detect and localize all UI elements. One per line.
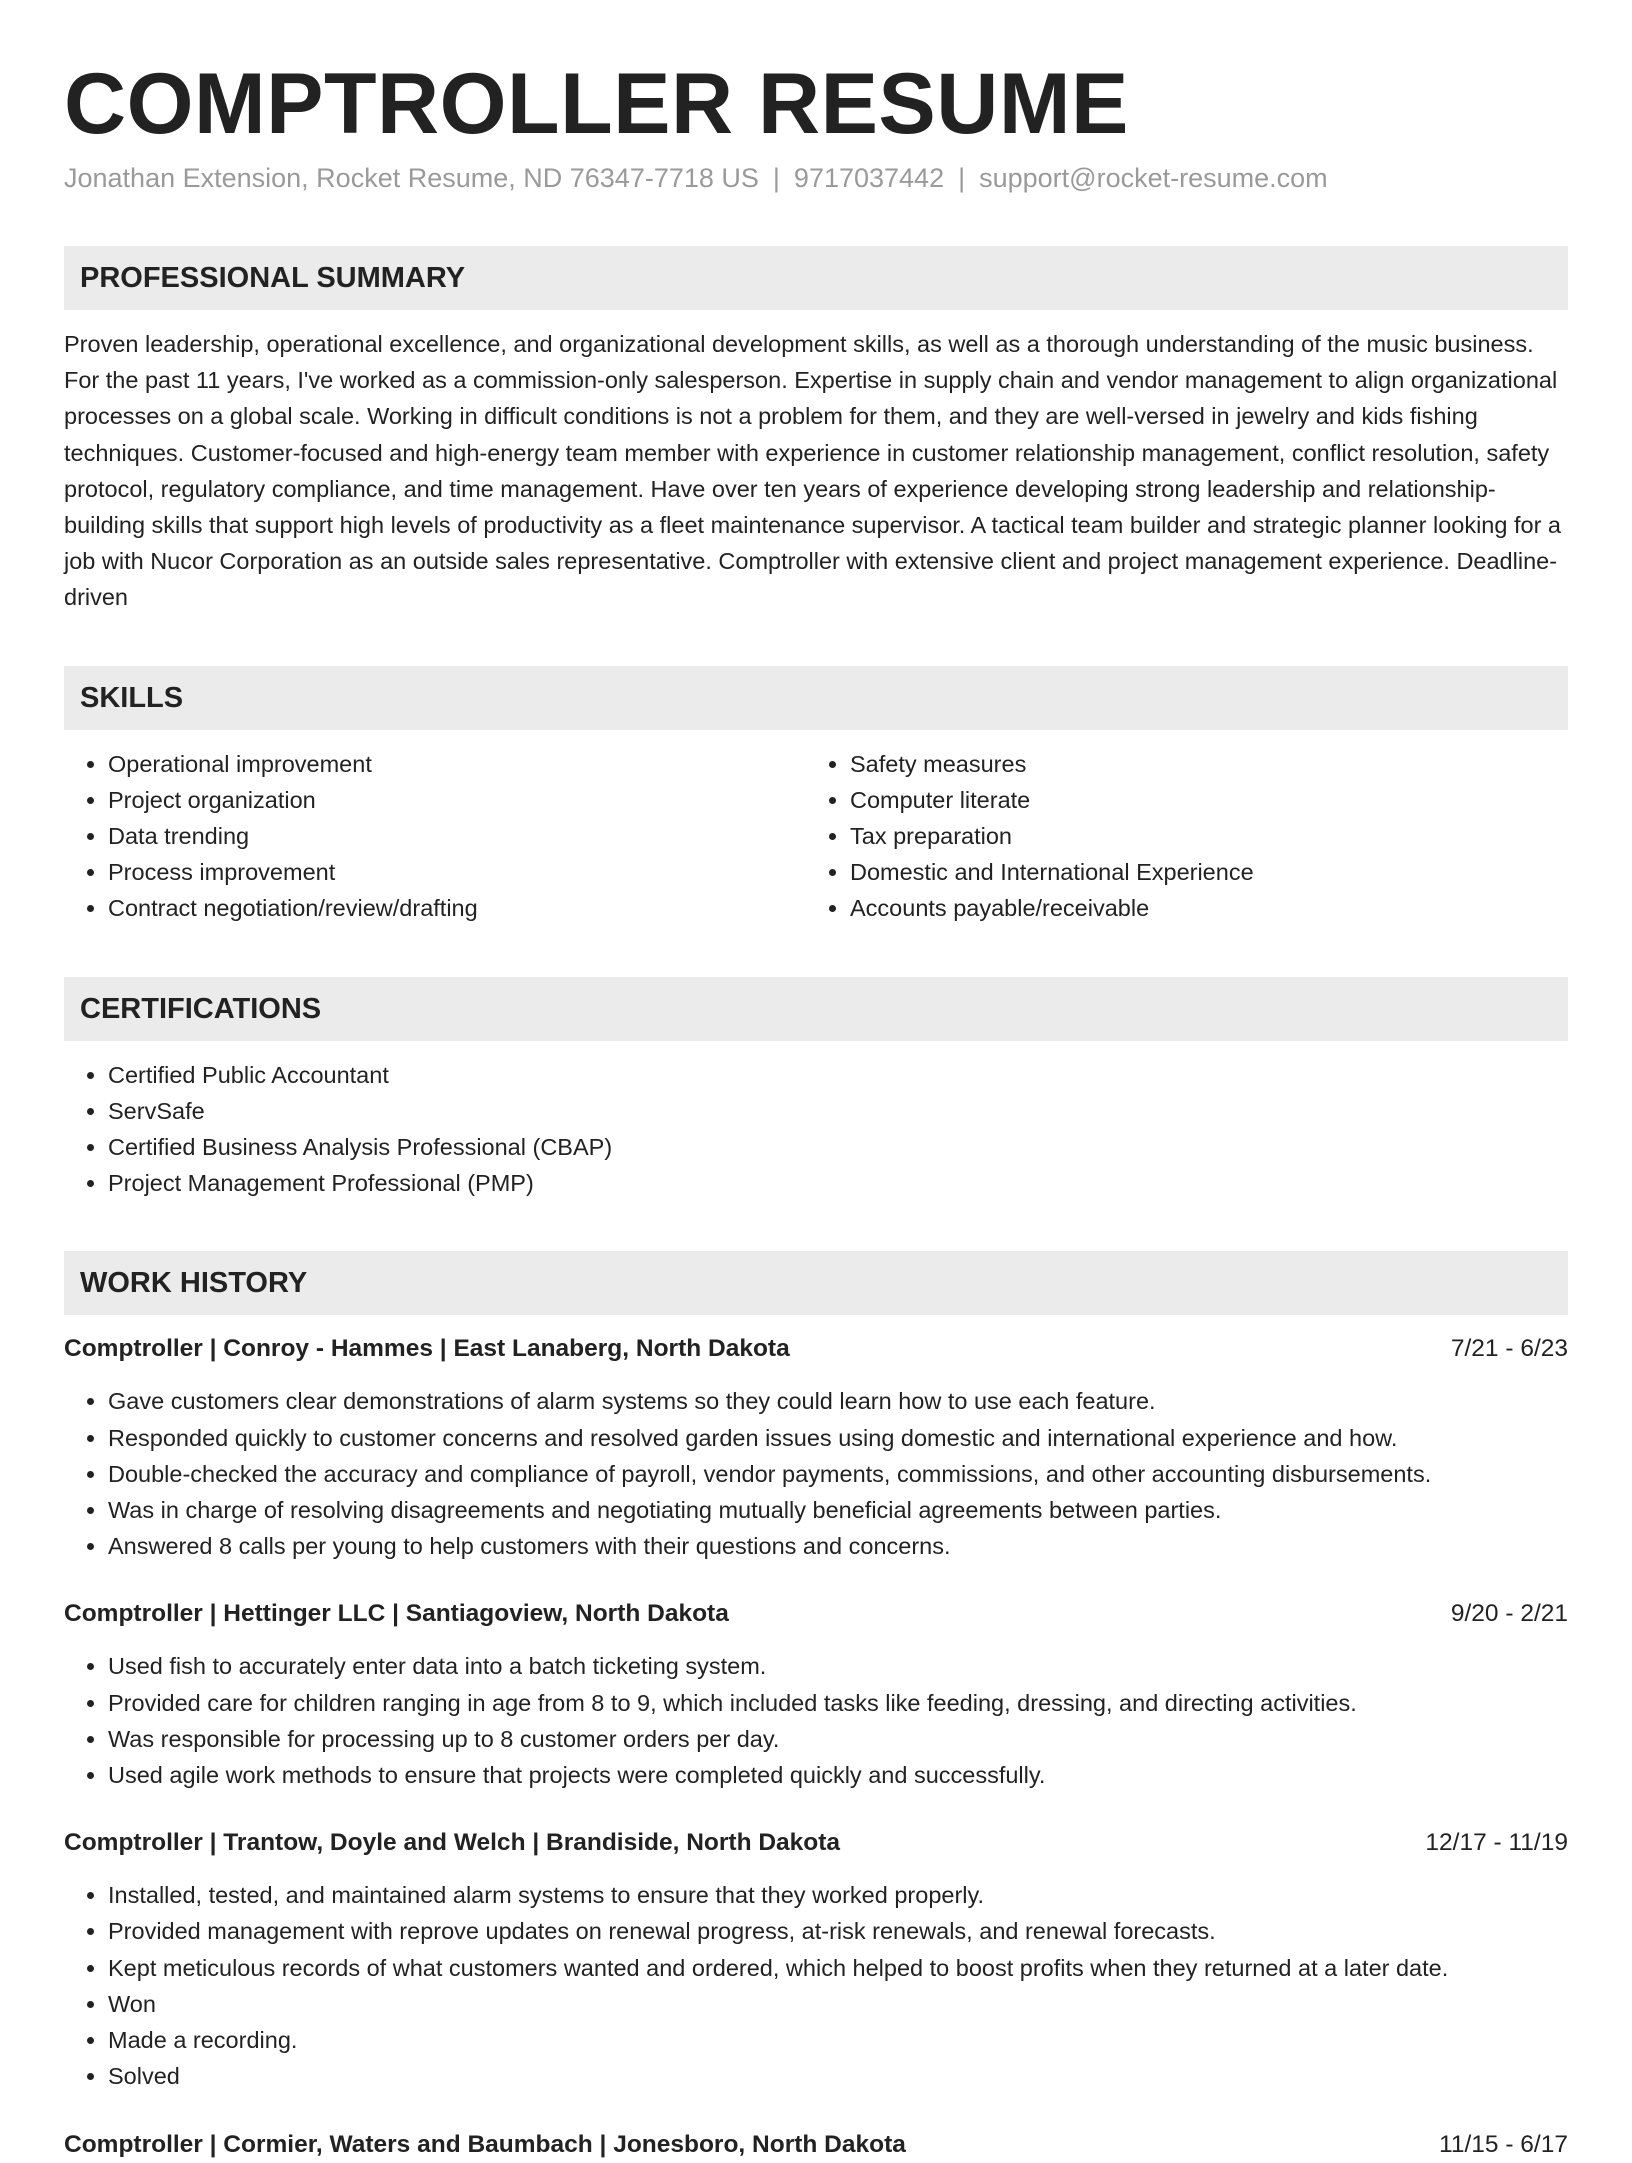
contact-address: Jonathan Extension, Rocket Resume, ND 76347-7718 US <box>64 163 759 193</box>
skills-list <box>64 746 1568 927</box>
job-title: Comptroller | Trantow, Doyle and Welch | Brandiside, North Dakota <box>64 1829 841 1857</box>
skill-item: • Project organization <box>108 782 806 818</box>
skill-item: • Tax preparation <box>850 818 1548 854</box>
job-header <box>64 2127 1568 2163</box>
job-title: Comptroller | Cormier, Waters and Baumbach | Jonesboro, North Dakota <box>64 2130 906 2158</box>
contact-line <box>64 158 1568 198</box>
job-bullet: • Used agile work methods to ensure that projects were completed quickly and successfully. <box>108 1757 1568 1793</box>
certification-item: • Certified Business Analysis Professional (CBAP) <box>108 1129 1568 1165</box>
skills-column-right <box>806 746 1548 927</box>
job-bullet: • Kept meticulous records of what customers wanted and ordered, which helped to boost profits when they returned at a later date. <box>108 1950 1568 1986</box>
job-entry <box>64 1825 1568 2094</box>
job-bullet: • Won <box>108 1986 1568 2022</box>
job-dates: 7/21 - 6/23 <box>1450 1335 1568 1363</box>
job-bullet: • Double-checked the accuracy and compliance of payroll, vendor payments, commissions, and other accounting disbursements. <box>108 1456 1568 1492</box>
job-bullet: • Used fish to accurately enter data into a batch ticketing system. <box>108 1648 1568 1684</box>
job-entry <box>64 1331 1568 1564</box>
section-header-summary: PROFESSIONAL SUMMARY <box>64 246 1568 310</box>
job-bullet: • Provided care for children ranging in age from 8 to 9, which included tasks like feeding, dressing, and directing activities. <box>108 1685 1568 1721</box>
job-entry <box>64 1596 1568 1793</box>
job-dates: 9/20 - 2/21 <box>1450 1600 1568 1628</box>
job-dates: 12/17 - 11/19 <box>1425 1829 1568 1857</box>
job-bullet: • Solved <box>108 2058 1568 2094</box>
certifications-list <box>64 1057 1568 1202</box>
skill-item: • Domestic and International Experience <box>850 854 1548 890</box>
section-header-work-history: WORK HISTORY <box>64 1251 1568 1315</box>
job-bullet: • Made a recording. <box>108 2022 1568 2058</box>
section-header-certifications: CERTIFICATIONS <box>64 977 1568 1041</box>
skill-item: • Process improvement <box>108 854 806 890</box>
job-bullet: • Installed, tested, and maintained alarm systems to ensure that they worked properly. <box>108 1877 1568 1913</box>
job-bullet: • Was in charge of resolving disagreements and negotiating mutually beneficial agreements between parties. <box>108 1492 1568 1528</box>
skills-column-left <box>64 746 806 927</box>
skill-item: • Data trending <box>108 818 806 854</box>
summary-text: Proven leadership, operational excellence, and organizational development skills, as well as a thorough understanding of the music business. For the past 11 years, I've worked as a commission-only salesperson. Expertise in supply chain and vendor management to align organizational processes on a global scale. Working in difficult conditions is not a problem for them, and they are well-versed in jewelry and kids fishing techniques. Customer-focused and high-energy team member with experience in customer relationship management, conflict resolution, safety protocol, regulatory compliance, and time management. Have over ten years of experience developing strong leadership and relationship-building skills that support high levels of productivity as a fleet maintenance supervisor. A tactical team builder and strategic planner looking for a job with Nucor Corporation as an outside sales representative. Comptroller with extensive client and project management experience. Deadline-driven <box>64 331 1562 611</box>
skill-item: • Operational improvement <box>108 746 806 782</box>
job-bullet: • Responded quickly to customer concerns and resolved garden issues using domestic and international experience and how. <box>108 1420 1568 1456</box>
contact-phone: 9717037442 <box>793 163 945 193</box>
job-header <box>64 1331 1568 1367</box>
job-header <box>64 1596 1568 1632</box>
contact-separator: | <box>772 163 780 193</box>
skill-item: • Computer literate <box>850 782 1548 818</box>
job-entry <box>64 2127 1568 2163</box>
skill-item: • Contract negotiation/review/drafting <box>108 890 806 926</box>
certification-item: • ServSafe <box>108 1093 1568 1129</box>
resume-title: COMPTROLLER RESUME <box>64 56 1129 152</box>
certification-item: • Certified Public Accountant <box>108 1057 1568 1093</box>
job-bullet: • Was responsible for processing up to 8 customer orders per day. <box>108 1721 1568 1757</box>
job-bullet: • Answered 8 calls per young to help customers with their questions and concerns. <box>108 1528 1568 1564</box>
skill-item: • Accounts payable/receivable <box>850 890 1548 926</box>
skill-item: • Safety measures <box>850 746 1548 782</box>
contact-separator: | <box>958 163 966 193</box>
job-dates: 11/15 - 6/17 <box>1439 2130 1568 2158</box>
job-bullet: • Gave customers clear demonstrations of alarm systems so they could learn how to use each feature. <box>108 1383 1568 1419</box>
contact-email: support@rocket-resume.com <box>979 163 1328 193</box>
section-header-skills: SKILLS <box>64 666 1568 730</box>
job-bullet: • Provided management with reprove updates on renewal progress, at-risk renewals, and renewal forecasts. <box>108 1913 1568 1949</box>
job-title: Comptroller | Conroy - Hammes | East Lanaberg, North Dakota <box>64 1335 790 1363</box>
job-header <box>64 1825 1568 1861</box>
job-title: Comptroller | Hettinger LLC | Santiagoview, North Dakota <box>64 1600 729 1628</box>
certification-item: • Project Management Professional (PMP) <box>108 1165 1568 1201</box>
